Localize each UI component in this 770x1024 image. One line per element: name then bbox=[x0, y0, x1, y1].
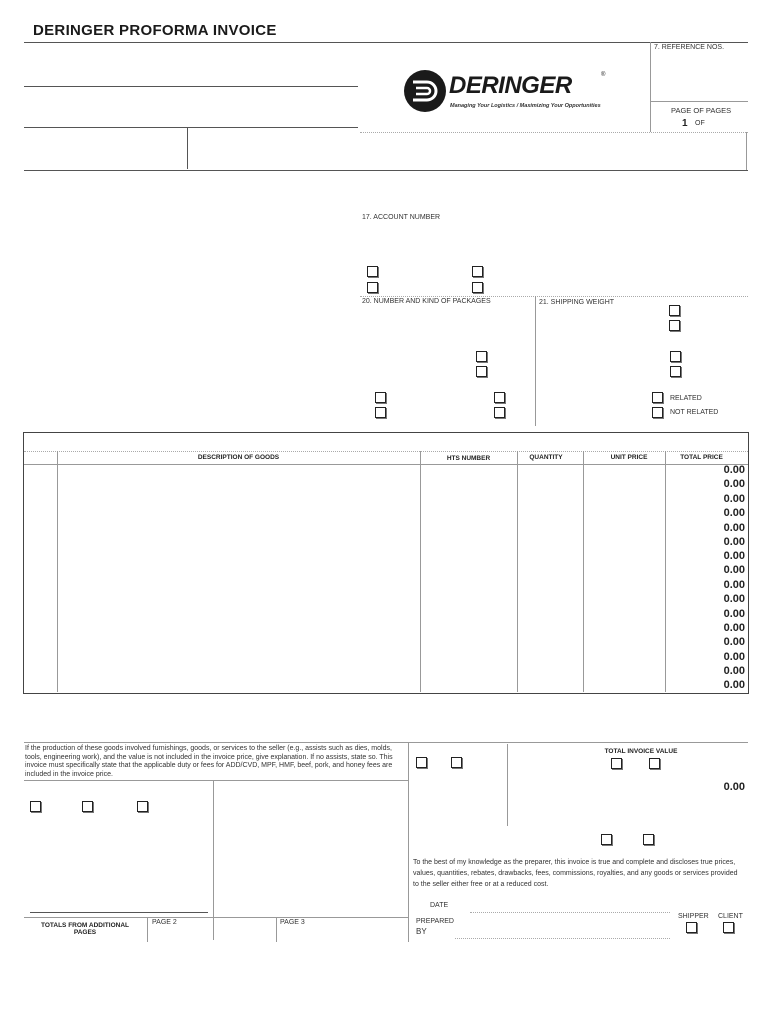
footer-top-rule bbox=[24, 742, 748, 743]
total-invoice-value[interactable]: 0.00 bbox=[723, 781, 745, 793]
total-price-cell[interactable]: 0.00 bbox=[723, 593, 745, 605]
checkbox[interactable] bbox=[472, 282, 483, 293]
checkbox[interactable] bbox=[494, 407, 505, 418]
total-price-cell[interactable]: 0.00 bbox=[723, 636, 745, 648]
checkbox[interactable] bbox=[82, 801, 93, 812]
title-rule bbox=[24, 42, 748, 43]
total-price-cell[interactable]: 0.00 bbox=[723, 507, 745, 519]
checkbox[interactable] bbox=[375, 407, 386, 418]
col-unit-price: UNIT PRICE bbox=[610, 454, 648, 461]
assist-divider bbox=[213, 780, 214, 940]
col-total-price: TOTAL PRICE bbox=[680, 454, 723, 461]
table-col-divider bbox=[57, 451, 58, 692]
deringer-d-icon bbox=[403, 69, 447, 113]
checkbox[interactable] bbox=[643, 834, 654, 845]
invoice-value-divider bbox=[507, 744, 508, 826]
total-price-cell[interactable]: 0.00 bbox=[723, 564, 745, 576]
header-dotted-rule bbox=[360, 132, 748, 133]
header-right-edge bbox=[746, 132, 747, 170]
checkbox[interactable] bbox=[669, 305, 680, 316]
shipper-label: SHIPPER bbox=[678, 913, 709, 920]
col-hts-number: HTS NUMBER bbox=[446, 455, 491, 462]
checkbox[interactable] bbox=[601, 834, 612, 845]
checkbox[interactable] bbox=[670, 366, 681, 377]
certification-text: To the best of my knowledge as the preparer, this invoice is true and complete and discloses true prices, values, quantities, rebates, drawbacks, fees, commissions, royalties, and any goods or services provided to the seller either free or at a reduced cost. bbox=[413, 859, 738, 888]
page-title: DERINGER PROFORMA INVOICE bbox=[33, 22, 277, 39]
address-rule-1 bbox=[24, 86, 358, 87]
checkbox[interactable] bbox=[476, 351, 487, 362]
shipper-checkbox[interactable] bbox=[686, 922, 697, 933]
table-col-divider bbox=[420, 451, 421, 692]
logo-reg-mark: ® bbox=[601, 72, 606, 78]
account-number-label: 17. ACCOUNT NUMBER bbox=[362, 214, 441, 221]
totals-divider bbox=[276, 917, 277, 942]
logo-tagline: Managing Your Logistics / Maximizing Your Opportunities bbox=[450, 103, 601, 109]
checkbox[interactable] bbox=[367, 266, 378, 277]
deringer-logo bbox=[403, 69, 613, 119]
totals-top-rule bbox=[24, 917, 408, 918]
reference-rule bbox=[650, 101, 748, 102]
table-header-rule bbox=[24, 464, 748, 465]
not-related-checkbox[interactable] bbox=[652, 407, 663, 418]
total-invoice-value-label: TOTAL INVOICE VALUE bbox=[604, 748, 678, 755]
prepared-by-line[interactable] bbox=[455, 938, 670, 939]
address-divider bbox=[187, 127, 188, 169]
client-checkbox[interactable] bbox=[723, 922, 734, 933]
reference-label: 7. REFERENCE NOS. bbox=[654, 44, 725, 51]
page2-label: PAGE 2 bbox=[152, 919, 177, 926]
total-price-cell[interactable]: 0.00 bbox=[723, 665, 745, 677]
totals-additional-label: TOTALS FROM ADDITIONAL PAGES bbox=[41, 922, 129, 936]
table-col-divider bbox=[583, 451, 584, 692]
checkbox[interactable] bbox=[472, 266, 483, 277]
table-col-divider bbox=[665, 451, 666, 692]
total-price-cell[interactable]: 0.00 bbox=[723, 651, 745, 663]
assist-rule bbox=[24, 780, 408, 781]
weight-divider bbox=[535, 296, 536, 426]
address-rule-2 bbox=[24, 127, 358, 128]
table-col-divider bbox=[517, 451, 518, 692]
packages-label: 20. NUMBER AND KIND OF PACKAGES bbox=[362, 298, 491, 305]
related-checkbox[interactable] bbox=[652, 392, 663, 403]
checkbox[interactable] bbox=[669, 320, 680, 331]
footer-divider bbox=[408, 742, 409, 942]
checkbox[interactable] bbox=[30, 801, 41, 812]
reference-divider bbox=[650, 42, 651, 132]
page-number[interactable]: 1 bbox=[682, 118, 688, 129]
total-price-cell[interactable]: 0.00 bbox=[723, 536, 745, 548]
page3-label: PAGE 3 bbox=[280, 919, 305, 926]
col-description: DESCRIPTION OF GOODS bbox=[197, 454, 280, 461]
client-label: CLIENT bbox=[718, 913, 743, 920]
checkbox[interactable] bbox=[137, 801, 148, 812]
total-price-cell[interactable]: 0.00 bbox=[723, 550, 745, 562]
date-label: DATE bbox=[430, 902, 449, 909]
total-price-cell[interactable]: 0.00 bbox=[723, 493, 745, 505]
checkbox[interactable] bbox=[451, 757, 462, 768]
totals-divider bbox=[147, 917, 148, 942]
signature-line[interactable] bbox=[30, 912, 208, 913]
packages-top-rule bbox=[360, 296, 748, 297]
total-price-cell[interactable]: 0.00 bbox=[723, 579, 745, 591]
section-rule-1 bbox=[24, 170, 748, 171]
col-quantity: QUANTITY bbox=[529, 454, 563, 461]
checkbox[interactable] bbox=[416, 757, 427, 768]
table-dotted-rule bbox=[24, 451, 748, 452]
total-price-cell[interactable]: 0.00 bbox=[723, 679, 745, 691]
related-label: RELATED bbox=[670, 395, 702, 402]
checkbox[interactable] bbox=[494, 392, 505, 403]
of-label: OF bbox=[695, 120, 705, 127]
checkbox[interactable] bbox=[611, 758, 622, 769]
assist-text: If the production of these goods involved furnishings, goods, or services to the seller (e.g., assists such as dies, molds, tools, engineering work), and the value is not included in the invoice price, give explanation. If no assists, state so. This invoice must specifically state that the applicable duty or fees for ADD/CVD, MPF, HMF, beef, pork, and honey fees are included in the invoice price. bbox=[25, 745, 393, 778]
goods-table bbox=[23, 432, 749, 694]
checkbox[interactable] bbox=[670, 351, 681, 362]
not-related-label: NOT RELATED bbox=[670, 409, 719, 416]
total-price-cell[interactable]: 0.00 bbox=[723, 622, 745, 634]
checkbox[interactable] bbox=[649, 758, 660, 769]
by-label: BY bbox=[416, 927, 427, 936]
prepared-label: PREPARED bbox=[416, 918, 454, 925]
page-of-pages-label: PAGE OF PAGES bbox=[671, 106, 732, 115]
checkbox[interactable] bbox=[476, 366, 487, 377]
total-price-cell[interactable]: 0.00 bbox=[723, 478, 745, 490]
date-line[interactable] bbox=[470, 912, 670, 913]
total-price-cell[interactable]: 0.00 bbox=[723, 608, 745, 620]
logo-wordmark: DERINGER bbox=[449, 72, 572, 99]
total-price-cell[interactable]: 0.00 bbox=[723, 464, 745, 476]
checkbox[interactable] bbox=[367, 282, 378, 293]
total-price-cell[interactable]: 0.00 bbox=[723, 522, 745, 534]
shipping-weight-label: 21. SHIPPING WEIGHT bbox=[539, 299, 615, 306]
checkbox[interactable] bbox=[375, 392, 386, 403]
